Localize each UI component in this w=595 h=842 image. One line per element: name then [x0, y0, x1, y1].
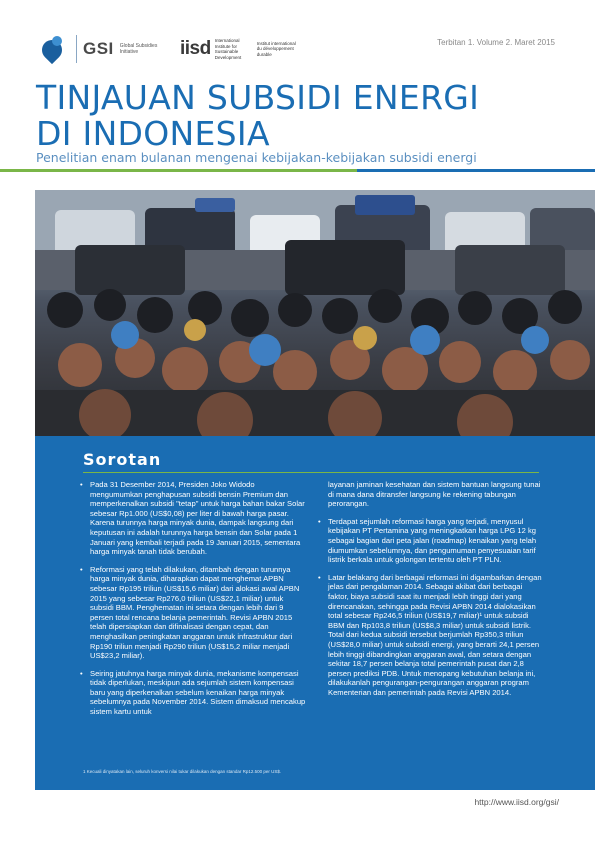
logo-divider [76, 35, 77, 63]
highlight-item: • Pada 31 Desember 2014, Presiden Joko Widodo mengumumkan penghapusan subsidi bensin Premium dan memperkenalkan subsidi "tetap" untuk harga bahan bakar Solar sebesar Rp1.000 (US$0,08) per liter di bawah harga pasar. Karena turunnya harga minyak dunia, dampak langsung dari keputusan ini adalah turunnya harga bensin dan Solar pada 1 Januari yang kembali terjadi pada 19 Januari 2015, sementara harga minyak tanah tidak berubah. [80, 480, 306, 557]
gsi-logo[interactable] [38, 34, 162, 64]
title-line-1: TINJAUAN SUBSIDI ENERGI [36, 78, 480, 117]
highlights-left-column [80, 480, 306, 725]
highlight-item: • Seiring jatuhnya harga minyak dunia, mekanisme kompensasi tidak diperlukan, meskipun ada sejumlah sistem kompensasi baru yang diperkenalkan sebelum kenaikan harga minyak sebelumnya pada November 2014. Sistem dimaksud mencakup sistem kartu untuk [80, 669, 306, 717]
page-title [36, 80, 566, 152]
header [0, 0, 595, 175]
header-rule [0, 169, 595, 172]
title-line-2: DI INDONESIA [36, 114, 270, 153]
iisd-name-en: International Institute for Sustainable Development [214, 38, 242, 60]
highlights-panel [35, 436, 595, 790]
highlights-rule [83, 472, 539, 473]
page-subtitle: Penelitian enam bulanan mengenai kebijakan-kebijakan subsidi energi [36, 150, 477, 165]
gsi-drop-icon [38, 34, 72, 64]
highlights-title: Sorotan [83, 450, 162, 469]
highlights-right-column [318, 480, 544, 705]
traffic-photo-illustration [35, 190, 595, 436]
gsi-tagline: Global Subsidies Initiative [119, 43, 158, 55]
iisd-name: iisd [180, 38, 211, 59]
website-link[interactable]: http://www.iisd.org/gsi/ [474, 797, 559, 807]
footnote: 1 Kecuali dinyatakan lain, seluruh konversi nilai tukar dilakukan dengan standar Rp12.500 per US$. [83, 769, 282, 774]
iisd-name-fr: Institut international du développement durable [256, 40, 296, 57]
traffic-photo [35, 190, 595, 436]
iisd-logo[interactable] [180, 38, 297, 60]
issue-label: Terbitan 1. Volume 2. Maret 2015 [437, 38, 555, 47]
highlight-item: • Reformasi yang telah dilakukan, ditambah dengan turunnya harga minyak dunia, diharapkan dapat menghemat APBN sebesar Rp195 triliun (US$15,6 miliar) dari alokasi awal APBN 2015 yang sebesar Rp276,0 triliun (US$22,1 miliar) untuk subsidi BBM. Penghematan ini setara dengan lebih dari 9 persen total rencana belanja pemerintah. Revisi APBN 2015 telah dipersiapkan dan difinalisasi dengan cepat, dan menghasilkan peningkatan anggaran untuk infrastruktur dari Rp190 triliun menjadi Rp290 triliun (US$15,2 miliar menjadi US$23,2 miliar). [80, 565, 306, 661]
highlight-item: • Latar belakang dari berbagai reformasi ini digambarkan dengan jelas dari pengalaman 2014. Sebagai akibat dari berbagai faktor, biaya subsidi saat itu menjadi lebih tinggi dari yang direncanakan, sehingga pada Revisi APBN 2014 dialokasikan total sebesar Rp246,5 triliun (US$19,7 miliar)¹ untuk subsidi BBM dan Rp103,8 triliun (US$8,3 miliar) untuk subsidi listrik. Total dari kedua subsidi tersebut berjumlah Rp350,3 triliun (US$28,0 miliar) untuk subsidi energi, yang berarti 24,1 persen lebih tinggi dibandingkan anggaran awal, dan setara dengan sekitar 18,7 persen belanja total pemerintah pusat dan 2,8 persen prediksi PDB. Untuk menopang kebutuhan belanja ini, dilakukanlah pengurangan-pengurangan anggaran program Kementerian dan pemerintah pada Revisi APBN 2014. [318, 573, 544, 698]
highlight-continuation: layanan jaminan kesehatan dan sistem bantuan langsung tunai di mana dana ditransfer langsung ke rekening tabungan perorangan. [328, 480, 541, 509]
highlight-item: • Terdapat sejumlah reformasi harga yang terjadi, menyusul kebijakan PT Pertamina yang meningkatkan harga LPG 12 kg sebagai bagian dari peta jalan (roadmap) kenaikan yang telah diumumkan sebelumnya, dan pengumuman penyesuaian tarif listrik berkala untuk golongan tertentu oleh PT PLN. [318, 517, 544, 565]
gsi-name: GSI [83, 39, 114, 58]
